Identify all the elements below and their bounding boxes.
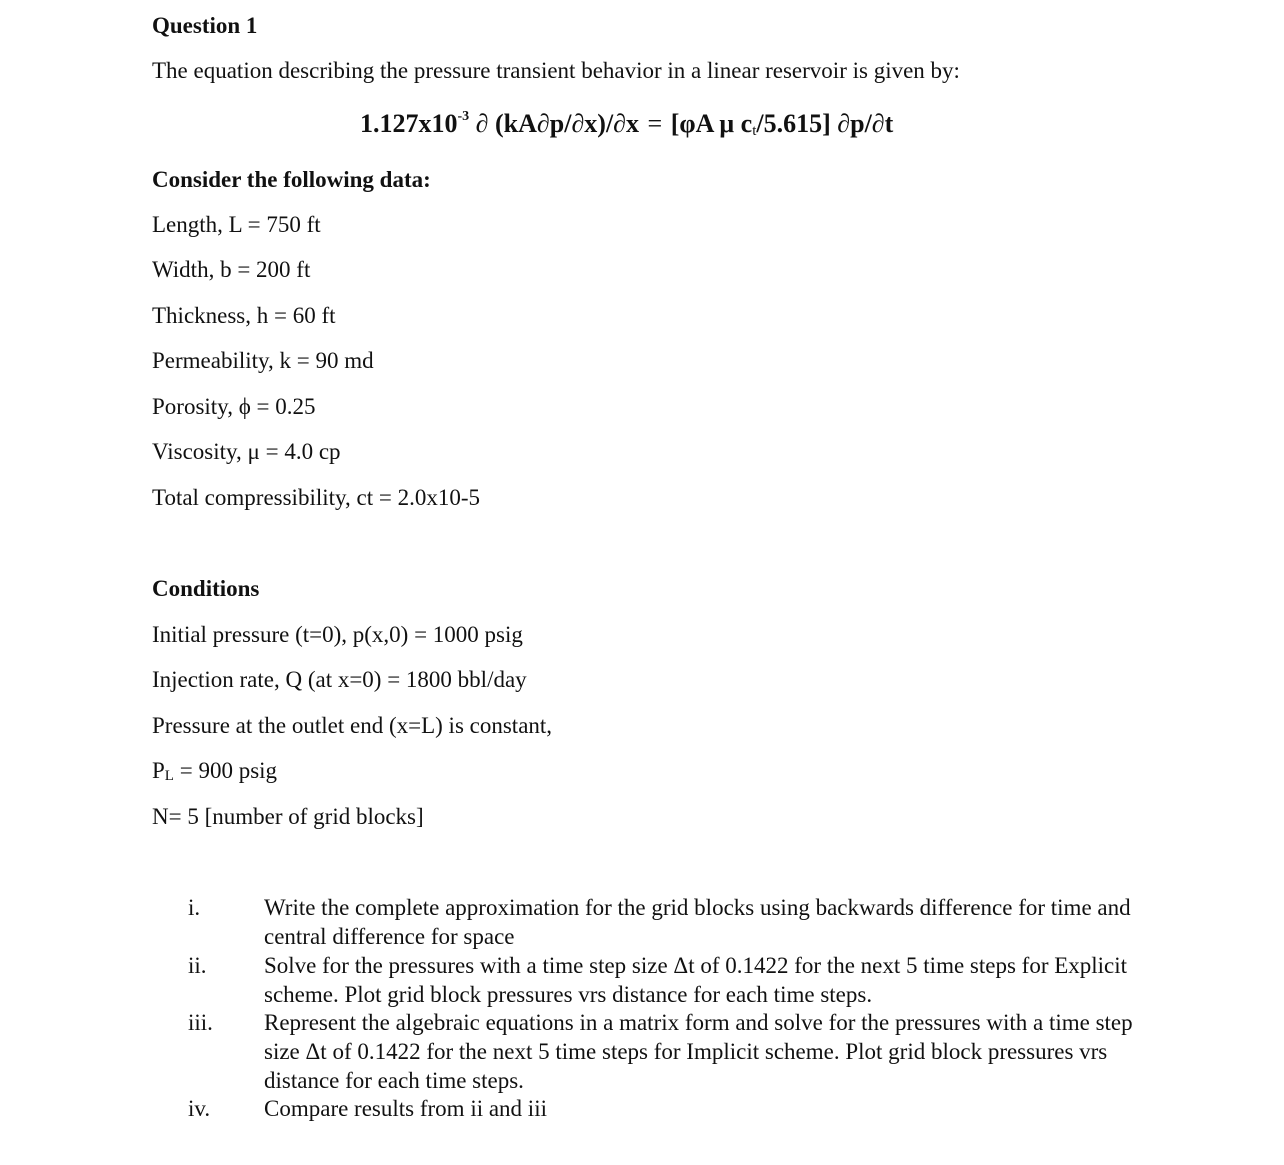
task-text: Represent the algebraic equations in a matrix form and solve for the pressures with a time step size Δt of 0.1422 for the next 5 time steps for Implicit scheme. Plot grid block pressures vrs distance for each time steps. — [264, 1010, 1133, 1093]
data-width: Width, b = 200 ft — [152, 257, 311, 282]
data-length: Length, L = 750 ft — [152, 212, 321, 237]
data-compressibility: Total compressibility, ct = 2.0x10-5 — [152, 485, 480, 510]
equation-rhs-end: /5.615] ∂p/∂t — [756, 109, 894, 138]
conditions-heading: Conditions — [152, 576, 260, 601]
equation-exponent: -3 — [457, 109, 470, 124]
task-number: iii. — [188, 1010, 213, 1035]
equation-rhs-start: [φA μ c — [664, 109, 753, 138]
equation-lhs: ∂ (kA∂p/∂x)/∂x — [469, 109, 646, 138]
equation-coefficient: 1.127x10 — [360, 109, 458, 138]
data-thickness: Thickness, h = 60 ft — [152, 303, 336, 328]
condition-outlet-pressure — [152, 757, 277, 790]
task-number: iv. — [188, 1096, 211, 1121]
condition-grid-blocks: N= 5 [number of grid blocks] — [152, 804, 424, 829]
condition-injection-rate: Injection rate, Q (at x=0) = 1800 bbl/day — [152, 667, 527, 692]
condition-outlet: Pressure at the outlet end (x=L) is constant, — [152, 713, 553, 738]
data-porosity: Porosity, ϕ = 0.25 — [152, 394, 316, 419]
equation-subscript-t: t — [752, 123, 757, 139]
data-heading: Consider the following data: — [152, 167, 431, 192]
task-text: Compare results from ii and iii — [264, 1096, 547, 1121]
pl-subscript: L — [164, 768, 174, 784]
intro-text: The equation describing the pressure transient behavior in a linear reservoir is given by: — [152, 58, 960, 83]
question-title: Question 1 — [152, 13, 258, 38]
task-number: ii. — [188, 953, 207, 978]
condition-initial-pressure: Initial pressure (t=0), p(x,0) = 1000 psig — [152, 622, 523, 647]
equation-equals: = — [647, 109, 663, 138]
data-viscosity: Viscosity, μ = 4.0 cp — [152, 439, 341, 464]
pl-value: = 900 psig — [173, 758, 278, 783]
pl-symbol: P — [152, 758, 165, 783]
task-text: Write the complete approximation for the grid blocks using backwards difference for time and central difference for space — [264, 895, 1131, 949]
transient-equation — [360, 108, 893, 147]
task-number: i. — [188, 895, 201, 920]
data-permeability: Permeability, k = 90 md — [152, 348, 374, 373]
task-text: Solve for the pressures with a time step size Δt of 0.1422 for the next 5 time steps for Explicit scheme. Plot grid block pressures vrs distance for each time steps. — [264, 953, 1128, 1007]
